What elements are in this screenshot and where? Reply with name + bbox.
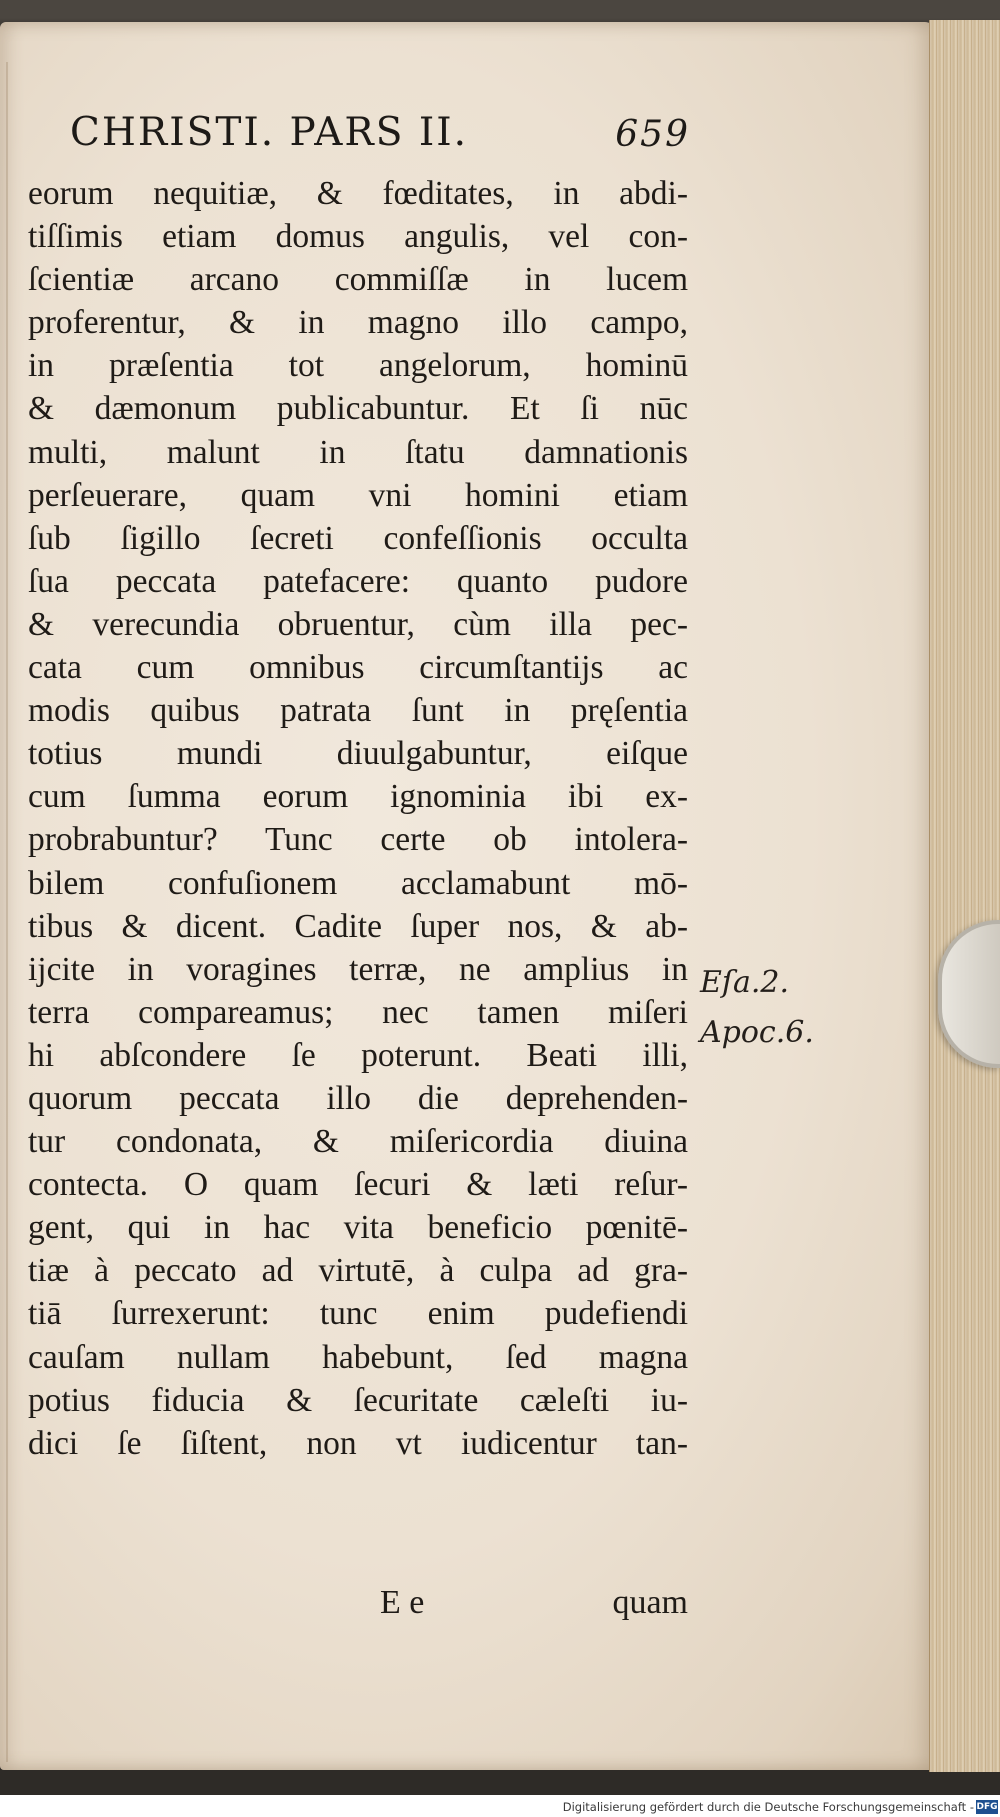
text-line: modis quibus patrata ſunt in pręſentia bbox=[28, 692, 688, 730]
text-line: terra compareamus; nec tamen miſeri bbox=[28, 993, 688, 1031]
page-edges bbox=[929, 20, 1000, 1772]
footer-bar bbox=[0, 1795, 1000, 1817]
text-line: contecta. O quam ſecuri & læti reſur- bbox=[28, 1166, 688, 1204]
book-page bbox=[0, 22, 935, 1770]
gutter-shadow bbox=[6, 62, 8, 1762]
funding-credit: Digitalisierung gefördert durch die Deutsche Forschungsgemeinschaft - bbox=[562, 1800, 974, 1814]
text-line: cata cum omnibus circumſtantijs ac bbox=[28, 649, 688, 687]
main-text-block bbox=[28, 172, 688, 1465]
text-line: probrabuntur? Tunc certe ob intolera- bbox=[28, 821, 688, 859]
text-line: ſub ſigillo ſecreti confeſſionis occulta bbox=[28, 519, 688, 557]
signature-mark: E e bbox=[380, 1584, 425, 1621]
margin-note-isaiah: Eſa.2. bbox=[700, 965, 790, 1000]
margin-note-apocalypse: Apoc.6. bbox=[700, 1015, 814, 1050]
text-line: in præſentia tot angelorum, hominū bbox=[28, 347, 688, 385]
text-line: dici ſe ſiſtent, non vt iudicentur tan- bbox=[28, 1424, 688, 1462]
margin-notes bbox=[700, 958, 814, 1058]
text-line: bilem confuſionem acclamabunt mō- bbox=[28, 864, 688, 902]
page-number: 659 bbox=[615, 114, 690, 155]
catchword: quam bbox=[612, 1584, 688, 1621]
text-line: cauſam nullam habebunt, ſed magna bbox=[28, 1338, 688, 1376]
text-line: & verecundia obruentur, cùm illa pec- bbox=[28, 605, 688, 643]
dfg-logo-icon: DFG bbox=[976, 1802, 998, 1812]
text-line: tiſſimis etiam domus angulis, vel con- bbox=[28, 218, 688, 256]
text-line: perſeuerare, quam vni homini etiam bbox=[28, 476, 688, 514]
text-line: cum ſumma eorum ignominia ibi ex- bbox=[28, 778, 688, 816]
text-line: potius fiducia & ſecuritate cæleſti iu- bbox=[28, 1381, 688, 1419]
text-line: totius mundi diuulgabuntur, eiſque bbox=[28, 735, 688, 773]
text-line: gent, qui in hac vita beneficio pœnitē- bbox=[28, 1209, 688, 1247]
text-line: eorum nequitiæ, & fœditates, in abdi- bbox=[28, 175, 688, 212]
page-header bbox=[70, 110, 690, 155]
text-line: tiæ à peccato ad virtutē, à culpa ad gra- bbox=[28, 1252, 688, 1290]
text-line: tur condonata, & miſericordia diuina bbox=[28, 1123, 688, 1161]
text-line: multi, malunt in ſtatu damnationis bbox=[28, 433, 688, 471]
text-line: tiā ſurrexerunt: tunc enim pudefiendi bbox=[28, 1295, 688, 1333]
text-line: tibus & dicent. Cadite ſuper nos, & ab- bbox=[28, 907, 688, 945]
text-line: & dæmonum publicabuntur. Et ſi nūc bbox=[28, 390, 688, 428]
text-line: ijcite in voragines terræ, ne amplius in bbox=[28, 950, 688, 988]
text-line: proferentur, & in magno illo campo, bbox=[28, 304, 688, 342]
text-line: quorum peccata illo die deprehenden- bbox=[28, 1079, 688, 1117]
text-line: hi abſcondere ſe poterunt. Beati illi, bbox=[28, 1036, 688, 1074]
running-title: CHRISTI. PARS II. bbox=[70, 110, 469, 155]
text-line: ſcientiæ arcano commiſſæ in lucem bbox=[28, 261, 688, 299]
text-line: ſua peccata patefacere: quanto pudore bbox=[28, 562, 688, 600]
